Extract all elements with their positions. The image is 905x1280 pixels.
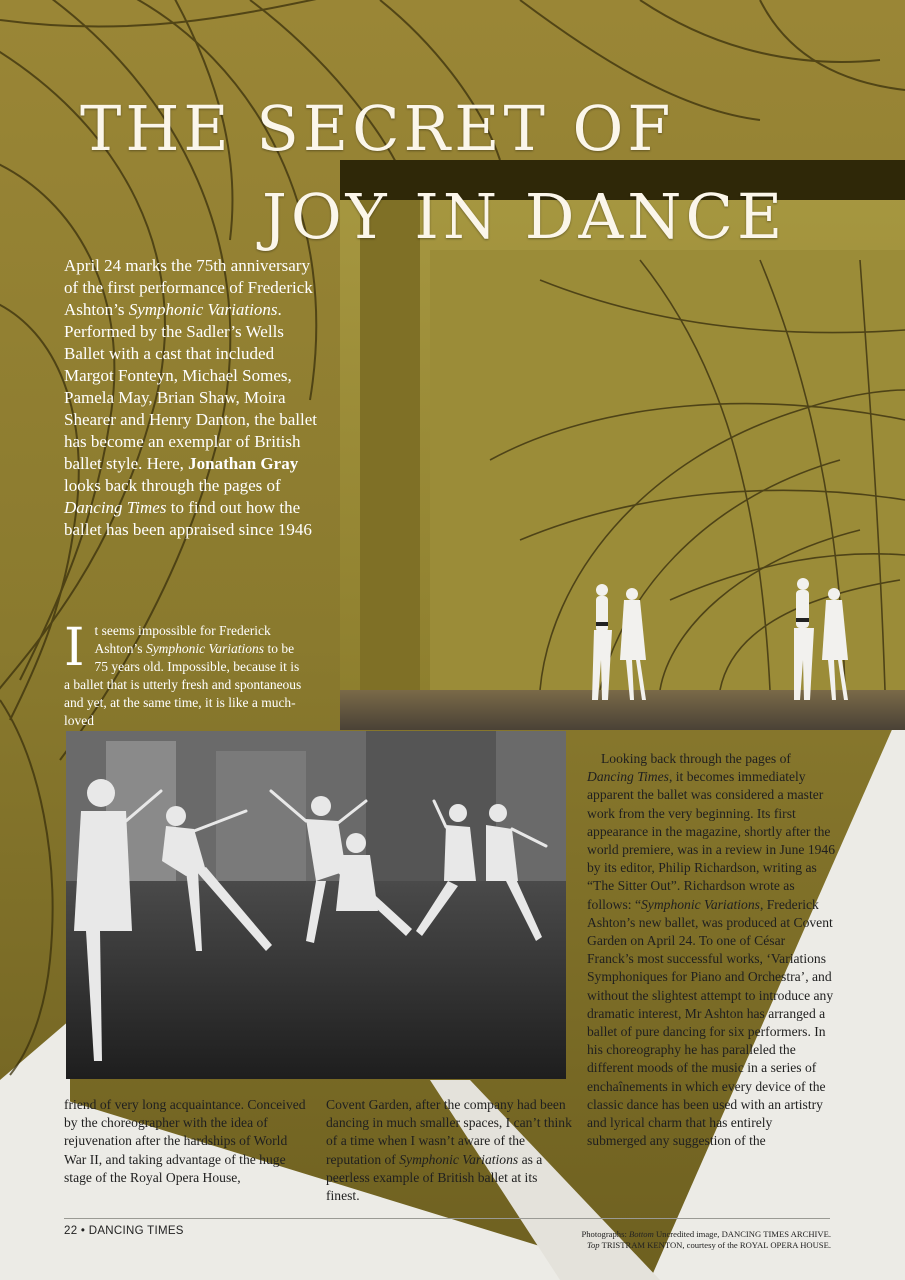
drop-cap: I — [64, 618, 85, 678]
magazine-title: Dancing Times — [587, 769, 669, 785]
body-text: , it becomes immediately apparent the ballet was considered a master work from the very beginning. Its first appearance in the magazine, shortly after the world premiere, was in a review in June 1946 by its editor, Philip Richardson, writing as “The Sitter Out”. Richardson wrote as follows: “ — [587, 769, 836, 912]
ballet-title: Symphonic Variations — [641, 896, 760, 912]
body-column-middle — [326, 1096, 574, 1205]
standfirst-magazine-title: Dancing Times — [64, 498, 167, 517]
headline-line-1: THE SECRET OF — [80, 92, 675, 165]
page-folio: 22 • DANCING TIMES — [64, 1225, 184, 1237]
credit-label: Photographs: — [581, 1229, 629, 1239]
body-column-right — [587, 750, 835, 1150]
standfirst — [64, 255, 326, 541]
body-text: Looking back through the pages of — [601, 751, 791, 766]
body-text: , Frederick Ashton’s new ballet, was produced at Covent Garden on April 24. To one of César Franck’s most successful works, ‘Variations Symphoniques for Piano and Orchestra’, and without the slightest attempt to introduce any dramatic interest, Mr Ashton has arranged a ballet of pure dancing for six performers. In his choreography he has paralleled the different moods of the music in a series of enchaînements in which every device of the classic dance has been used with an artistry and lyrical charm that has entirely submerged any suggestion of the — [587, 896, 834, 1149]
standfirst-text: looks back through the pages of — [64, 476, 281, 495]
headline-line-2: JOY IN DANCE — [262, 180, 787, 253]
intro-text: to be 75 years old. Impossible, because it is a ballet that is utterly fresh and spontaneous and yet, at the same time, it is like a much-loved — [64, 641, 302, 728]
credit-bottom-label: Bottom — [628, 1229, 654, 1239]
standfirst-text: . Performed by the Sadler’s Wells Ballet with a cast that included Margot Fonteyn, Michael Somes, Pamela May, Brian Shaw, Moira Shearer and Henry Danton, the ballet has become an exemplar of British ballet style. Here, — [64, 300, 318, 473]
intro-ballet-title: Symphonic Variations — [145, 641, 265, 656]
standfirst-text: to find out how the ballet has been appraised since 1946 — [64, 498, 312, 539]
photo-credits — [501, 1229, 831, 1251]
author-name: Jonathan Gray — [188, 454, 299, 473]
credit-bottom: Uncredited image, DANCING TIMES ARCHIVE. — [653, 1229, 831, 1239]
body-text: as a peerless example of British ballet at its finest. — [326, 1151, 543, 1204]
archive-photograph — [66, 731, 566, 1079]
standfirst-ballet-title: Symphonic Variations — [128, 300, 278, 319]
ballet-title: Symphonic Variations — [399, 1151, 519, 1167]
credit-top-label: Top — [587, 1240, 600, 1250]
footer-rule — [64, 1218, 830, 1219]
intro-paragraph — [64, 618, 304, 730]
body-column-left: friend of very long acquaintance. Conceived by the choreographer with the idea of rejuvenation after the hardships of World War II, and taking advantage of the huge stage of the Royal Opera House, — [64, 1097, 306, 1185]
standfirst-text: April 24 marks the 75th anniversary of the first performance of Frederick Ashton’s — [64, 256, 313, 319]
intro-text: t seems impossible for Frederick Ashton’s — [94, 623, 271, 656]
body-text: Covent Garden, after the company had been dancing in much smaller spaces, I can’t think of a time when I wasn’t aware of the reputation of — [326, 1097, 572, 1167]
credit-top: TRISTRAM KENTON, courtesy of the ROYAL OPERA HOUSE. — [599, 1240, 831, 1250]
